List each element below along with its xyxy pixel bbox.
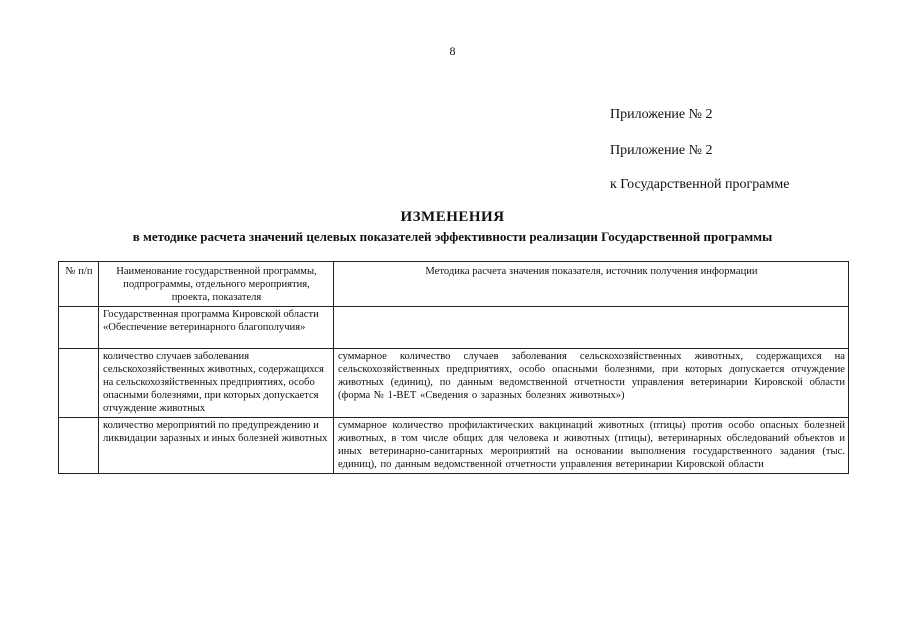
row-name: количество мероприятий по предупреждению и ликвидации заразных и иных болезней животных: [99, 418, 334, 474]
appendix-program-reference: к Государственной программе: [610, 177, 790, 192]
page-number: 8: [449, 44, 456, 58]
row-method: суммарное количество случаев заболевания сельскохозяйственных животных, содержащихся на сельскохозяйственных предприятиях, особо опасными болезнями, при которых допускается отчуждение животных (единиц), по данным ведомственной отчетности управления ветеринарии Кировской области (форма № 1-ВЕТ «Сведения о заразных болезнях животных»): [334, 349, 849, 418]
row-number: [59, 307, 99, 349]
table-header-row: [59, 262, 849, 307]
row-number: [59, 349, 99, 418]
row-method: суммарное количество профилактических вакцинаций животных (птицы) против особо опасных болезней животных, в том числе общих для человека и животных (птицы), ветеринарных обследований объектов и иных ветеринарно-санитарных мероприятий на основании выполнения государственного задания (тыс. единиц), по данным ведомственной отчетности управления ветеринарии Кировской области: [334, 418, 849, 474]
document-subtitle: в методике расчета значений целевых показателей эффективности реализации Государственной программы: [132, 229, 773, 244]
header-name: Наименование государственной программы, подпрограммы, отдельного мероприятия, проекта, показателя: [99, 262, 334, 307]
row-name: количество случаев заболевания сельскохозяйственных животных, содержащихся на сельскохозяйственных предприятиях, особо опасными болезнями, при которых допускается отчуждение животных: [99, 349, 334, 418]
table-row: [59, 418, 849, 474]
appendix-label: Приложение № 2: [610, 107, 713, 122]
document-title: ИЗМЕНЕНИЯ: [400, 209, 505, 225]
table-row: [59, 307, 849, 349]
table-row: [59, 349, 849, 418]
header-number: № п/п: [59, 262, 99, 307]
appendix-label-repeat: Приложение № 2: [610, 143, 713, 158]
row-name: Государственная программа Кировской области «Обеспечение ветеринарного благополучия»: [99, 307, 334, 349]
header-method: Методика расчета значения показателя, источник получения информации: [334, 262, 849, 307]
row-method: [334, 307, 849, 349]
row-number: [59, 418, 99, 474]
indicators-table: [58, 261, 849, 474]
